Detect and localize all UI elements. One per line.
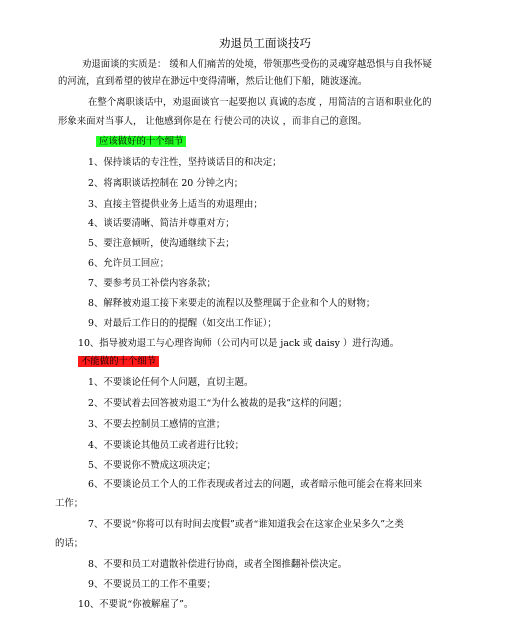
dont-item: 9、不要说员工的工作不重要； [88, 579, 216, 590]
do-item: 5、要注意倾听，使沟通继续下去； [88, 238, 235, 249]
dont-item: 7、不要说“你将可以有时间去度假”或者“谁知道我会在这家企业呆多久”之类 [88, 519, 404, 530]
section-do-heading [96, 136, 186, 148]
dont-item: 1、不要谈论任何个人问题，直切主题。 [88, 377, 254, 388]
dont-item: 6、不要谈论员工个人的工作表现或者过去的问题，或者暗示他可能会在将来回来 [88, 479, 423, 490]
intro-line-4: 形象来面对当事人， 让他感到你是在 行使公司的决议 ，而非自己的意图。 [58, 116, 367, 127]
dont-item: 4、不要谈论其他员工或者进行比较； [88, 440, 244, 451]
intro-line-2: 的河流，直到希望的彼岸在渺远中变得清晰，然后让他们下船，随波逐流。 [58, 76, 368, 87]
dont-item: 2、不要试着去回答被劝退工“为什么被裁的是我”这样的问题； [88, 398, 348, 409]
dont-item: 8、不要和员工对遣散补偿进行协商，或者全图推翻补偿决定。 [88, 559, 348, 570]
do-item: 9、对最后工作日的的提醒（如交出工作证）； [88, 318, 277, 329]
intro-line-1: 劝退面谈的实质是： 缓和人们痛苦的处境，带领那些受伤的灵魂穿越恐惧与自我怀疑 [82, 59, 432, 70]
do-item: 2、将离职谈话控制在 20 分钟之内； [88, 178, 244, 189]
dont-item: 5、不要说你不赞成这项决定； [88, 460, 216, 471]
dont-item-continued: 的话； [55, 538, 84, 549]
do-item: 1、保持谈话的专注性，坚持谈话目的和决定； [88, 157, 282, 168]
section-do-heading-text: 应该做好的十个细节 [96, 136, 186, 147]
dont-item-continued: 工作； [55, 498, 84, 509]
do-item: 7、要参考员工补偿内容条款； [88, 278, 216, 289]
do-item: 3、直接主管提供业务上适当的劝退理由； [88, 199, 263, 210]
document-title: 劝退员工面谈技巧 [219, 36, 311, 50]
do-item: 8、解释被劝退工接下来要走的流程以及整理属于企业和个人的财物； [88, 298, 376, 309]
dont-item: 3、不要去控制员工感情的宣泄； [88, 419, 226, 430]
do-item: 4、谈话要清晰、简洁并尊重对方； [88, 218, 235, 229]
do-item: 10、指导被劝退工与心理咨询师（公司内可以是 jack 或 daisy ）进行沟通。 [78, 338, 400, 349]
dont-item: 10、不要说“你被解雇了”。 [78, 599, 194, 610]
do-item: 6、允许员工回应； [88, 258, 169, 269]
section-dont-heading-text: 不能做的十个细节 [78, 356, 159, 367]
intro-line-3: 在整个离职谈话中，劝退面谈官一起要抱以 真诚的态度 ，用简洁的言语和职业化的 [88, 97, 432, 108]
section-dont-heading [78, 356, 159, 368]
